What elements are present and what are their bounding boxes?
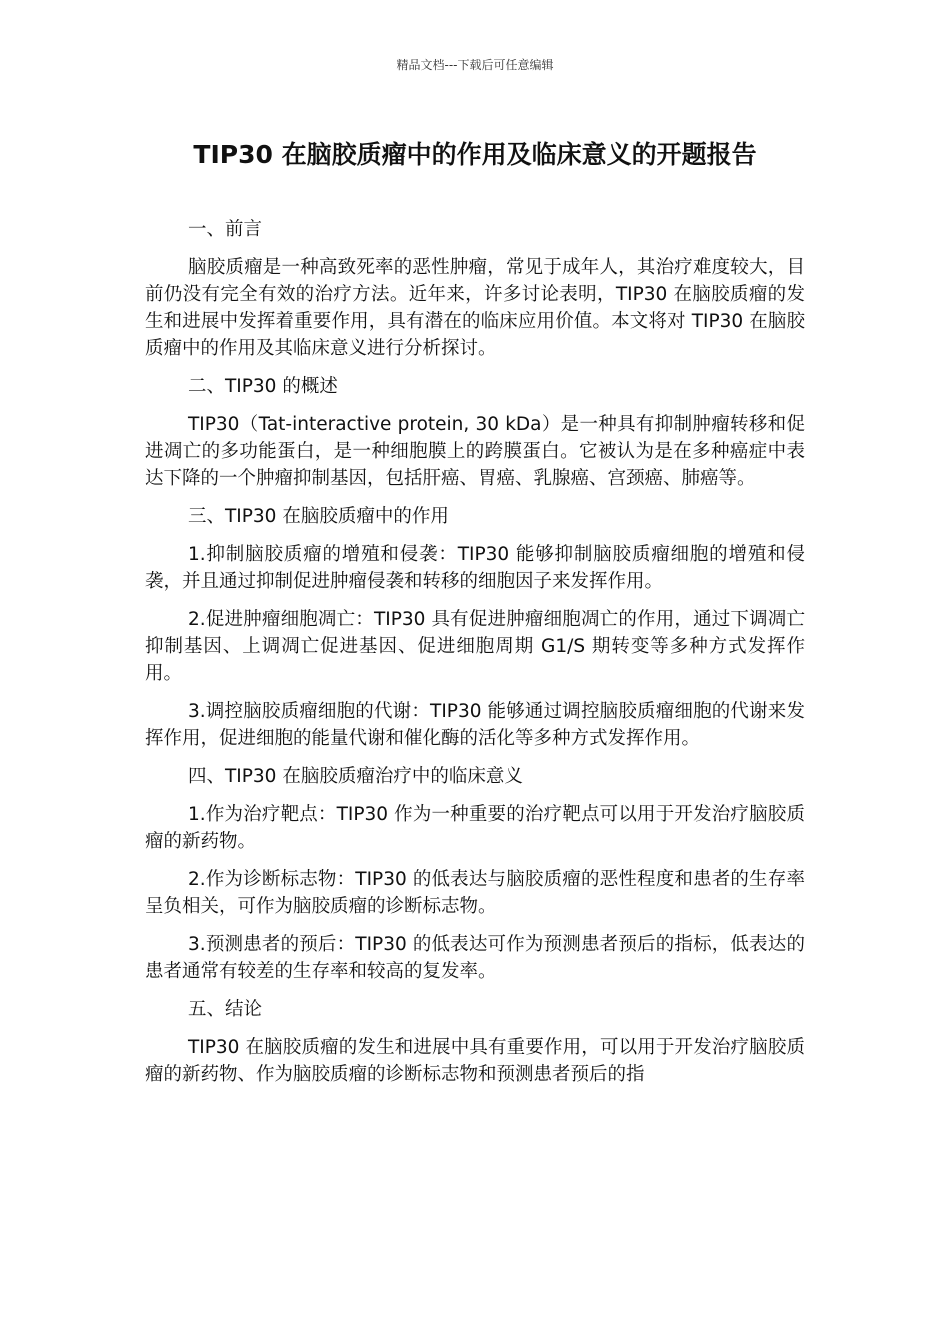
paragraph-clinical-3: 3.预测患者的预后：TIP30 的低表达可作为预测患者预后的指标，低表达的患者通常有较差的生存率和较高的复发率。 xyxy=(145,934,805,982)
page-header-note: 精品文档---下载后可任意编辑 xyxy=(396,58,554,72)
section-heading-role: 三、TIP30 在脑胶质瘤中的作用 xyxy=(188,506,449,527)
paragraph-clinical-2: 2.作为诊断标志物：TIP30 的低表达与脑胶质瘤的恶性程度和患者的生存率呈负相关，可作为脑胶质瘤的诊断标志物。 xyxy=(145,869,805,917)
paragraph-overview: TIP30（Tat-interactive protein, 30 kDa）是一种具有抑制肿瘤转移和促进凋亡的多功能蛋白，是一种细胞膜上的跨膜蛋白。它被认为是在多种癌症中表达下降的一个肿瘤抑制基因，包括肝癌、胃癌、乳腺癌、宫颈癌、肺癌等。 xyxy=(145,414,805,489)
document-body xyxy=(145,216,805,1099)
section-heading-conclusion: 五、结论 xyxy=(188,999,263,1020)
paragraph-role-2: 2.促进肿瘤细胞凋亡：TIP30 具有促进肿瘤细胞凋亡的作用，通过下调凋亡抑制基因、上调凋亡促进基因、促进细胞周期 G1/S 期转变等多种方式发挥作用。 xyxy=(145,609,805,684)
document-title: TIP30 在脑胶质瘤中的作用及临床意义的开题报告 xyxy=(193,140,757,169)
paragraph-clinical-1: 1.作为治疗靶点：TIP30 作为一种重要的治疗靶点可以用于开发治疗脑胶质瘤的新药物。 xyxy=(145,804,805,852)
paragraph-role-1: 1.抑制脑胶质瘤的增殖和侵袭：TIP30 能够抑制脑胶质瘤细胞的增殖和侵袭，并且通过抑制促进肿瘤侵袭和转移的细胞因子来发挥作用。 xyxy=(145,544,805,592)
section-heading-overview: 二、TIP30 的概述 xyxy=(188,376,338,397)
paragraph-preface: 脑胶质瘤是一种高致死率的恶性肿瘤，常见于成年人，其治疗难度较大，目前仍没有完全有效的治疗方法。近年来，许多讨论表明，TIP30 在脑胶质瘤的发生和进展中发挥着重要作用，具有潜在的临床应用价值。本文将对 TIP30 在脑胶质瘤中的作用及其临床意义进行分析探讨。 xyxy=(145,257,805,359)
section-heading-clinical: 四、TIP30 在脑胶质瘤治疗中的临床意义 xyxy=(188,766,523,787)
section-heading-preface: 一、前言 xyxy=(188,219,263,240)
paragraph-conclusion: TIP30 在脑胶质瘤的发生和进展中具有重要作用，可以用于开发治疗脑胶质瘤的新药物、作为脑胶质瘤的诊断标志物和预测患者预后的指 xyxy=(145,1037,805,1085)
paragraph-role-3: 3.调控脑胶质瘤细胞的代谢：TIP30 能够通过调控脑胶质瘤细胞的代谢来发挥作用，促进细胞的能量代谢和催化酶的活化等多种方式发挥作用。 xyxy=(145,701,805,749)
